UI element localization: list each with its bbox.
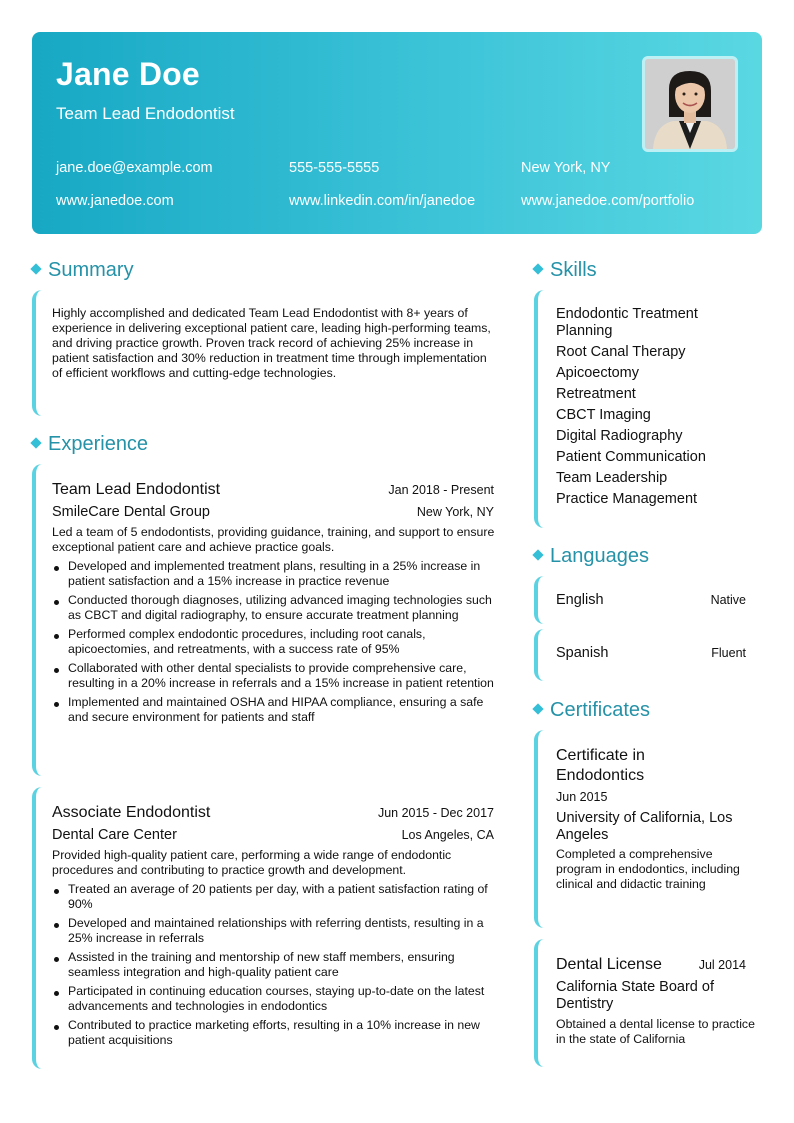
website-link[interactable]: www.janedoe.com bbox=[56, 193, 174, 209]
experience-item bbox=[32, 464, 494, 776]
candidate-name: Jane Doe bbox=[56, 56, 200, 92]
job-location: New York, NY bbox=[416, 505, 494, 519]
list-item: Developed and maintained relationships with referring dentists, resulting in a 25% increase in referrals bbox=[52, 916, 496, 946]
list-item: Collaborated with other dental specialists to provide comprehensive care, resulting in a 20% increase in referrals and a 15% increase in patient retention bbox=[52, 661, 496, 691]
certificate-title: Dental License bbox=[556, 956, 662, 973]
certificate-date: Jun 2015 bbox=[556, 790, 608, 804]
job-achievements-list bbox=[52, 559, 496, 729]
certificate-description: Obtained a dental license to practice in the state of California bbox=[556, 1017, 755, 1046]
list-item: Participated in continuing education courses, staying up-to-date on the latest advancements and technologies in endodontics bbox=[52, 984, 496, 1014]
phone-number[interactable]: 555-555-5555 bbox=[289, 160, 380, 176]
email-link[interactable]: jane.doe@example.com bbox=[56, 160, 213, 176]
diamond-icon bbox=[532, 549, 543, 560]
skill-item: Team Leadership bbox=[556, 470, 668, 486]
certificates-heading: Certificates bbox=[534, 699, 650, 722]
languages-heading: Languages bbox=[534, 545, 649, 568]
list-item: Treated an average of 20 patients per day, with a patient satisfaction rating of 90% bbox=[52, 882, 496, 912]
skills-section bbox=[534, 290, 746, 528]
job-dates: Jan 2018 - Present bbox=[388, 483, 494, 497]
skill-item: Digital Radiography bbox=[556, 428, 683, 444]
certificate-issuer: University of California, Los Angeles bbox=[556, 810, 733, 843]
job-description: Provided high-quality patient care, performing a wide range of endodontic procedures and contributing to practice growth and development. bbox=[52, 848, 452, 877]
portfolio-link[interactable]: www.janedoe.com/portfolio bbox=[521, 193, 695, 209]
profile-photo bbox=[642, 56, 738, 152]
skill-item: Retreatment bbox=[556, 386, 636, 402]
list-item: Assisted in the training and mentorship of new staff members, ensuring seamless integration and high-quality patient care bbox=[52, 950, 496, 980]
diamond-icon bbox=[30, 263, 41, 274]
certificate-title: Certificate in Endodontics bbox=[556, 747, 645, 784]
candidate-title: Team Lead Endodontist bbox=[56, 104, 235, 123]
job-dates: Jun 2015 - Dec 2017 bbox=[377, 806, 494, 820]
experience-item bbox=[32, 787, 494, 1069]
skill-item: Endodontic Treatment Planning bbox=[556, 306, 698, 339]
summary-text: Highly accomplished and dedicated Team Lead Endodontist with 8+ years of experience in delivering exceptional patient care, leading high-performing teams, and driving practice growth. Proven track record of achieving 25% increase in patient satisfaction and 30% reduction in treatment time through implementation of efficient workflows and cutting-edge technologies. bbox=[52, 306, 491, 380]
list-item: Developed and implemented treatment plans, resulting in a 25% increase in patient satisfaction and a 15% increase in practice revenue bbox=[52, 559, 496, 589]
resume-header bbox=[32, 32, 762, 234]
job-achievements-list bbox=[52, 882, 496, 1052]
certificate-item bbox=[534, 939, 755, 1067]
list-item: Contributed to practice marketing efforts, resulting in a 10% increase in new patient acquisitions bbox=[52, 1018, 496, 1048]
language-name: English bbox=[556, 592, 604, 608]
language-level: Native bbox=[710, 593, 746, 607]
location-text: New York, NY bbox=[521, 160, 611, 176]
certificate-item bbox=[534, 730, 746, 928]
language-name: Spanish bbox=[556, 645, 609, 661]
summary-heading: Summary bbox=[32, 259, 134, 282]
job-title: Associate Endodontist bbox=[52, 804, 211, 821]
list-item: Performed complex endodontic procedures, including root canals, apicoectomies, and retreatments, with a success rate of 95% bbox=[52, 627, 496, 657]
language-item bbox=[534, 576, 746, 624]
person-portrait-icon bbox=[645, 59, 735, 149]
job-company: SmileCare Dental Group bbox=[52, 504, 210, 520]
skill-item: Patient Communication bbox=[556, 449, 706, 465]
skill-item: Practice Management bbox=[556, 491, 698, 507]
list-item: Conducted thorough diagnoses, utilizing advanced imaging technologies such as CBCT and digital radiography, to ensure accurate treatment planning bbox=[52, 593, 496, 623]
certificate-description: Completed a comprehensive program in endodontics, including clinical and didactic training bbox=[556, 847, 740, 891]
skills-list bbox=[556, 306, 736, 512]
skill-item: CBCT Imaging bbox=[556, 407, 651, 423]
job-company: Dental Care Center bbox=[52, 827, 177, 843]
diamond-icon bbox=[30, 437, 41, 448]
experience-heading: Experience bbox=[32, 433, 148, 456]
certificate-date: Jul 2014 bbox=[698, 958, 746, 972]
summary-section bbox=[32, 290, 494, 416]
job-location: Los Angeles, CA bbox=[401, 828, 494, 842]
language-item bbox=[534, 629, 746, 681]
skills-heading: Skills bbox=[534, 259, 597, 282]
job-description: Led a team of 5 endodontists, providing guidance, training, and support to ensure exceptional patient care and achieve practice goals. bbox=[52, 525, 495, 554]
skill-item: Root Canal Therapy bbox=[556, 344, 686, 360]
linkedin-link[interactable]: www.linkedin.com/in/janedoe bbox=[289, 193, 476, 209]
language-level: Fluent bbox=[711, 646, 746, 660]
job-title: Team Lead Endodontist bbox=[52, 481, 221, 498]
diamond-icon bbox=[532, 703, 543, 714]
certificate-issuer: California State Board of Dentistry bbox=[556, 979, 714, 1012]
skill-item: Apicoectomy bbox=[556, 365, 640, 381]
list-item: Implemented and maintained OSHA and HIPAA compliance, ensuring a safe and secure environment for patients and staff bbox=[52, 695, 496, 725]
diamond-icon bbox=[532, 263, 543, 274]
